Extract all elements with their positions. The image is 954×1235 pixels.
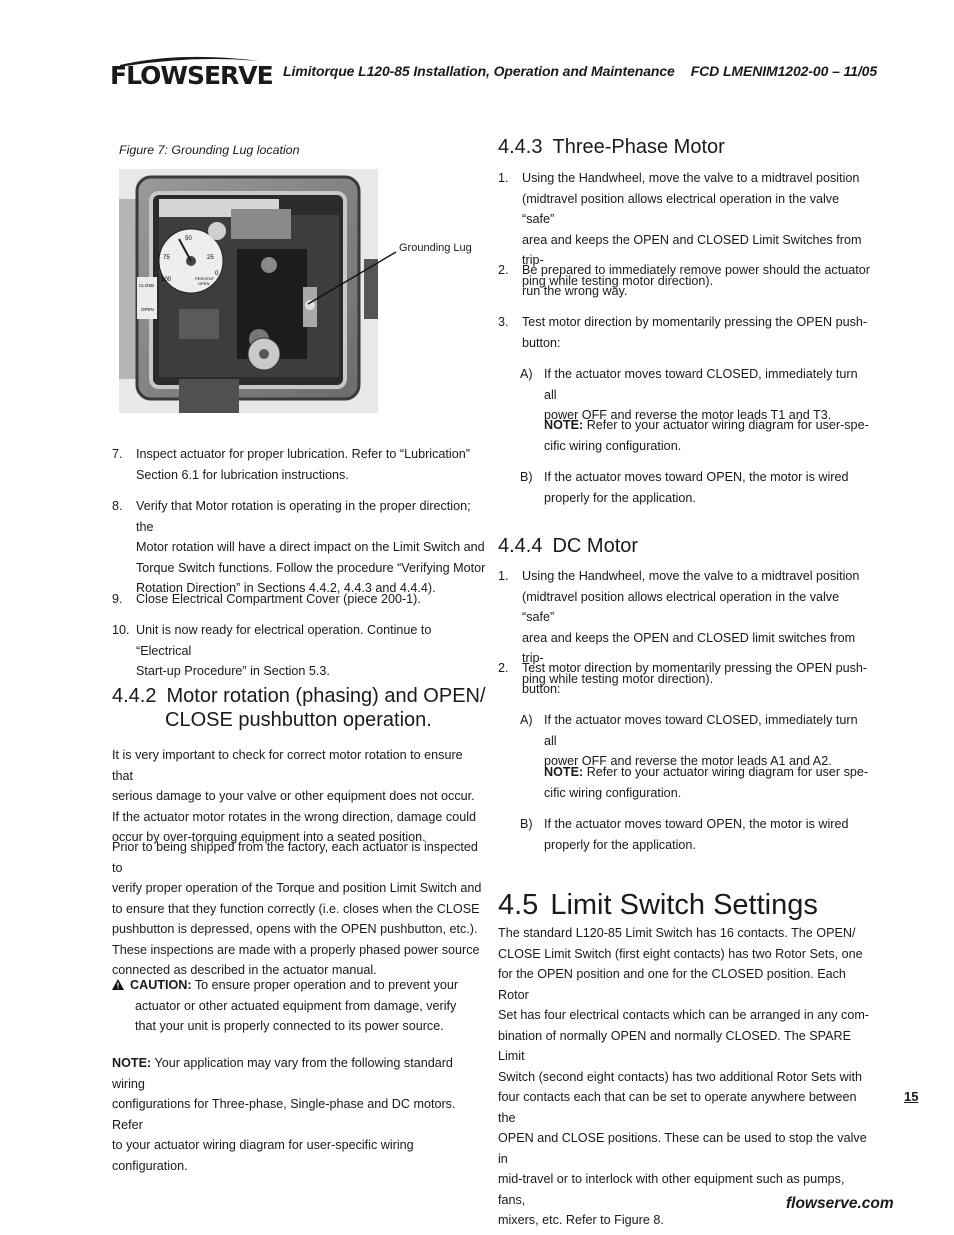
logo-text: FLOWSERVE bbox=[110, 61, 273, 90]
text-line: pushbutton is depressed, opens with the OPEN pushbutton, etc.). bbox=[112, 922, 478, 936]
text-line: area and keeps the OPEN and CLOSED Limit Switches from trip- bbox=[522, 232, 862, 267]
text-line: Using the Handwheel, move the valve to a midtravel position bbox=[522, 171, 860, 185]
text-line: run the wrong way. bbox=[522, 283, 628, 298]
switch-label-close: CLOSE bbox=[139, 283, 155, 288]
grounding-lug-callout: Grounding Lug bbox=[399, 242, 472, 254]
text-line: If the actuator moves toward CLOSED, immediately turn all bbox=[544, 713, 858, 748]
text-line: actuator or other actuated equipment from damage, verify bbox=[135, 998, 457, 1013]
note-label: NOTE: bbox=[112, 1056, 152, 1070]
text-line: verify proper operation of the Torque and position Limit Switch and bbox=[112, 881, 482, 895]
text-line: power OFF and reverse the motor leads T1 and T3. bbox=[544, 408, 832, 422]
switch-label-open: OPEN bbox=[141, 307, 154, 312]
text-line: Section 6.1 for lubrication instructions. bbox=[136, 467, 349, 482]
note-block bbox=[112, 1053, 486, 1176]
caution-block bbox=[112, 975, 486, 1037]
section-number: 4.4.4 bbox=[498, 535, 543, 557]
section-title: Limit Switch Settings bbox=[550, 889, 818, 921]
text-line: cific wiring configuration. bbox=[544, 785, 682, 800]
text-line: Refer to your actuator wiring diagram for user-spe- bbox=[586, 418, 869, 432]
text-line: The standard L120-85 Limit Switch has 16 contacts. The OPEN/ bbox=[498, 926, 856, 940]
text-line: (midtravel position allows electrical operation in the valve “safe” bbox=[522, 191, 840, 226]
dial-label-open: OPEN bbox=[198, 281, 210, 286]
item-number: 8. bbox=[112, 499, 123, 513]
section-45-heading bbox=[498, 889, 870, 921]
section-number: 4.4.2 bbox=[112, 685, 157, 707]
text-line: Verify that Motor rotation is operating in the proper direction; the bbox=[136, 499, 471, 534]
text-line: Switch (second eight contacts) has two additional Rotor Sets with bbox=[498, 1069, 863, 1084]
dial-label-0: 0 bbox=[215, 271, 219, 277]
section-442-para2 bbox=[112, 837, 486, 981]
text-line: bination of normally OPEN and normally CLOSED. The SPARE Limit bbox=[498, 1028, 852, 1063]
dial-label-100: 100 bbox=[161, 277, 172, 283]
text-line: Refer to your actuator wiring diagram for user spe- bbox=[586, 765, 869, 779]
dial-label-75: 75 bbox=[163, 255, 170, 261]
dial-label-25: 25 bbox=[207, 255, 214, 261]
text-line: to your actuator wiring diagram for user-specific wiring configuration. bbox=[112, 1138, 414, 1173]
text-line: These inspections are made with a properly phased power source bbox=[112, 942, 480, 957]
text-line: Using the Handwheel, move the valve to a midtravel position bbox=[522, 569, 860, 583]
text-line: mixers, etc. Refer to Figure 8. bbox=[498, 1213, 664, 1227]
figure-caption: Figure 7: Grounding Lug location bbox=[119, 143, 300, 157]
text-line: To ensure proper operation and to prevent your bbox=[194, 978, 459, 992]
text-line: configurations for Three-phase, Single-phase and DC motors. Refer bbox=[112, 1097, 456, 1132]
section-442-para1 bbox=[112, 745, 486, 848]
page-header bbox=[283, 63, 877, 79]
item-number: 2. bbox=[498, 263, 509, 277]
text-line: mid-travel or to interlock with other equipment such as pumps, fans, bbox=[498, 1172, 845, 1207]
text-line: Motor rotation will have a direct impact on the Limit Switch and bbox=[136, 540, 485, 554]
item-number: 10. bbox=[112, 623, 130, 637]
dial-label-50: 50 bbox=[185, 236, 192, 242]
text-line: four contacts each that can be set to operate anywhere between the bbox=[498, 1090, 857, 1125]
caution-label: CAUTION: bbox=[130, 978, 192, 992]
warning-triangle-icon bbox=[112, 979, 124, 990]
item-number: 9. bbox=[112, 592, 123, 606]
flowserve-logo bbox=[110, 55, 276, 91]
note-label: NOTE: bbox=[544, 418, 584, 432]
item-number: 3. bbox=[498, 315, 509, 329]
section-title-line: CLOSE pushbutton operation. bbox=[165, 709, 432, 731]
text-line: ping while testing motor direction). bbox=[522, 273, 714, 288]
item-number: 1. bbox=[498, 171, 509, 185]
text-line: Torque Switch functions. Follow the procedure “Verifying Motor bbox=[136, 560, 486, 575]
text-line: properly for the application. bbox=[544, 490, 696, 505]
sub-item-label: A) bbox=[520, 367, 533, 381]
text-line: OPEN and CLOSE positions. These can be used to stop the valve in bbox=[498, 1131, 867, 1166]
text-line: Inspect actuator for proper lubrication. Refer to “Lubrication” bbox=[136, 447, 470, 461]
section-443-heading bbox=[498, 135, 870, 159]
sub-item-label: B) bbox=[520, 817, 533, 831]
dial-label-percent: PERCENT bbox=[195, 276, 215, 281]
section-443-list bbox=[498, 168, 870, 508]
section-444-list bbox=[498, 566, 870, 856]
text-line: Start-up Procedure” in Section 5.3. bbox=[136, 664, 330, 678]
text-line: to ensure that they function correctly (i.e. closes when the CLOSE bbox=[112, 901, 480, 916]
sub-item-label: B) bbox=[520, 470, 533, 484]
text-line: Rotation Direction” in Sections 4.4.2, 4.4.3 and 4.4.4). bbox=[136, 581, 436, 595]
section-number: 4.5 bbox=[498, 889, 539, 921]
callout-line bbox=[300, 240, 410, 310]
text-line: Unit is now ready for electrical operation. Continue to “Electrical bbox=[136, 623, 432, 658]
section-title: Three-Phase Motor bbox=[552, 136, 725, 158]
section-442-heading bbox=[112, 684, 486, 732]
text-line: cific wiring configuration. bbox=[544, 438, 682, 453]
sub-note bbox=[544, 415, 870, 456]
text-line: button: bbox=[522, 681, 561, 696]
left-list bbox=[112, 444, 486, 678]
text-line: If the actuator motor rotates in the wrong direction, damage could bbox=[112, 809, 477, 824]
page-number: 15 bbox=[904, 1089, 919, 1104]
text-line: Be prepared to immediately remove power should the actuator bbox=[522, 263, 870, 277]
text-line: ping while testing motor direction). bbox=[522, 671, 714, 686]
text-line: Test motor direction by momentarily pressing the OPEN push- bbox=[522, 315, 868, 329]
text-line: area and keeps the OPEN and CLOSED limit switches from trip- bbox=[522, 630, 856, 665]
text-line: If the actuator moves toward OPEN, the motor is wired bbox=[544, 470, 849, 484]
text-line: (midtravel position allows electrical operation in the valve “safe” bbox=[522, 589, 840, 624]
doc-title: Limitorque L120-85 Installation, Operation and Maintenance bbox=[283, 63, 675, 79]
item-number: 7. bbox=[112, 447, 123, 461]
text-line: Your application may vary from the following standard wiring bbox=[112, 1056, 453, 1091]
text-line: Prior to being shipped from the factory, each actuator is inspected to bbox=[112, 840, 478, 875]
text-line: for the OPEN position and one for the CLOSED position. Each Rotor bbox=[498, 967, 846, 1002]
text-line: serious damage to your valve or other equipment does not occur. bbox=[112, 789, 475, 803]
text-line: properly for the application. bbox=[544, 837, 696, 852]
text-line: power OFF and reverse the motor leads A1 and A2. bbox=[544, 754, 832, 768]
sub-item-label: A) bbox=[520, 713, 533, 727]
text-line: occur by over-torquing equipment into a seated position. bbox=[112, 830, 426, 844]
text-line: button: bbox=[522, 335, 561, 350]
text-line: CLOSE Limit Switch (first eight contacts) has two Rotor Sets, one bbox=[498, 946, 863, 961]
text-line: If the actuator moves toward OPEN, the motor is wired bbox=[544, 817, 849, 831]
section-number: 4.4.3 bbox=[498, 136, 543, 158]
section-45-body bbox=[498, 923, 870, 1231]
text-line: Test motor direction by momentarily pressing the OPEN push- bbox=[522, 661, 868, 675]
text-line: It is very important to check for correct motor rotation to ensure that bbox=[112, 748, 463, 783]
text-line: If the actuator moves toward CLOSED, immediately turn all bbox=[544, 367, 858, 402]
text-line: connected as described in the actuator manual. bbox=[112, 963, 377, 977]
section-444-heading bbox=[498, 534, 870, 558]
note-label: NOTE: bbox=[544, 765, 584, 779]
text-line: that your unit is properly connected to its power source. bbox=[135, 1019, 444, 1033]
text-line: Set has four electrical contacts which can be arranged in any com- bbox=[498, 1008, 870, 1022]
item-number: 2. bbox=[498, 661, 509, 675]
text-line: Close Electrical Compartment Cover (piece 200-1). bbox=[136, 592, 421, 606]
section-title-line: Motor rotation (phasing) and OPEN/ bbox=[166, 685, 486, 707]
section-title: DC Motor bbox=[552, 535, 639, 557]
footer-url[interactable]: flowserve.com bbox=[786, 1195, 894, 1212]
sub-note bbox=[544, 762, 870, 803]
doc-code: FCD LMENIM1202-00 – 11/05 bbox=[690, 63, 878, 79]
item-number: 1. bbox=[498, 569, 509, 583]
